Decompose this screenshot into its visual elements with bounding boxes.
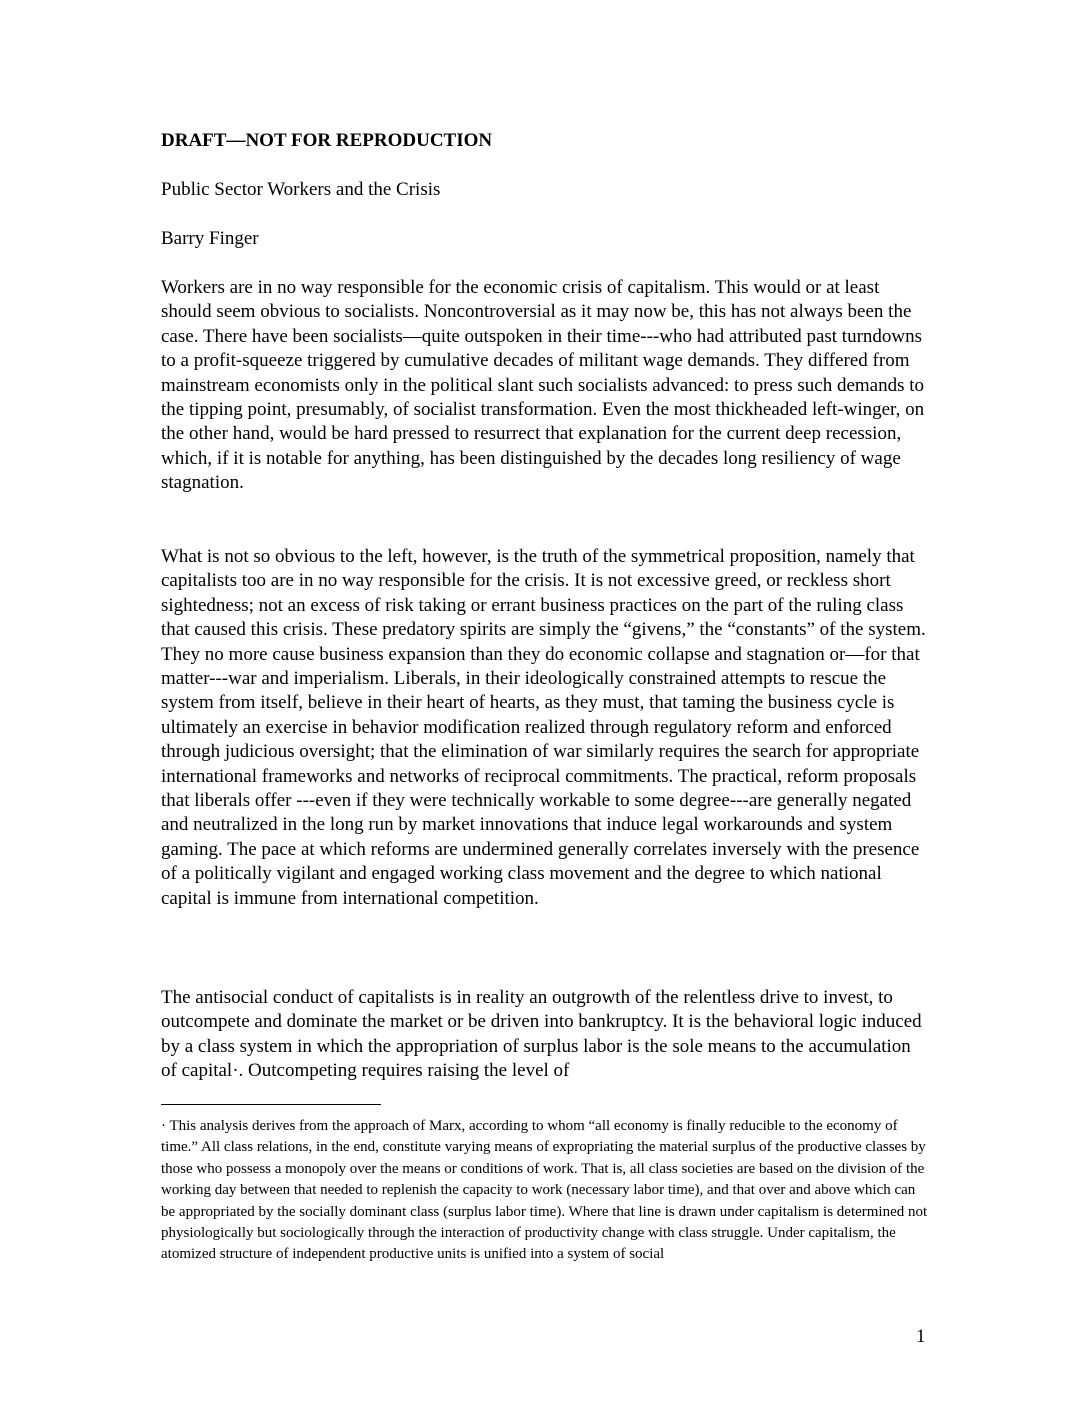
body-paragraph-1: Workers are in no way responsible for the economic crisis of capitalism. This would or at least should seem obvious to socialists. Noncontroversial as it may now be, this has not always been the case. There have been socialists—quite outspoken in their time---who had attributed past turndowns to a profit-squeeze triggered by cumulative decades of militant wage demands. They differed from mainstream economists only in the political slant such socialists advanced: to press such demands to the tipping point, presumably, of socialist transformation. Even the most thickheaded left-winger, on the other hand, would be hard pressed to resurrect that explanation for the current deep recession, which, if it is notable for anything, has been distinguished by the decades long resiliency of wage stagnation.	[161, 277, 925, 494]
document-title: Public Sector Workers and the Crisis	[161, 179, 441, 200]
footnote-divider	[161, 1104, 381, 1105]
draft-heading: DRAFT—NOT FOR REPRODUCTION	[161, 130, 493, 151]
page-number: 1	[916, 1326, 926, 1347]
footnote-text: · This analysis derives from the approach of Marx, according to whom “all economy is finally reducible to the economy of time.” All class relations, in the end, constitute varying means of expropriating the material surplus of the productive classes by those who possess a monopoly over the means or conditions of work. That is, all class societies are based on the division of the working day between that needed to replenish the capacity to work (necessary labor time), and that over and above which can be appropriated by the socially dominant class (surplus labor time). Where that line is drawn under capitalism is determined not physiologically but sociologically through the interaction of productivity change with class struggle. Under capitalism, the atomized structure of independent productive units is unified into a system of social	[161, 1118, 928, 1263]
body-paragraph-2: What is not so obvious to the left, however, is the truth of the symmetrical proposition, namely that capitalists too are in no way responsible for the crisis. It is not excessive greed, or reckless short sightedness; not an excess of risk taking or errant business practices on the part of the ruling class that caused this crisis. These predatory spirits are simply the “givens,” the “constants” of the system. They no more cause business expansion than they do economic collapse and stagnation or—for that matter---war and imperialism. Liberals, in their ideologically constrained attempts to rescue the system from itself, believe in their heart of hearts, as they must, that taming the business cycle is ultimately an exercise in behavior modification realized through regulatory reform and enforced through judicious oversight; that the elimination of war similarly requires the search for appropriate international frameworks and networks of reciprocal commitments. The practical, reform proposals that liberals offer ---even if they were technically workable to some degree---are generally negated and neutralized in the long run by market innovations that induce legal workarounds and system gaming. The pace at which reforms are undermined generally correlates inversely with the presence of a politically vigilant and engaged working class movement and the degree to which national capital is immune from international competition.	[161, 546, 926, 909]
author-name: Barry Finger	[161, 228, 259, 249]
body-paragraph-3: The antisocial conduct of capitalists is in reality an outgrowth of the relentless drive to invest, to outcompete and dominate the market or be driven into bankruptcy. It is the behavioral logic induced by a class system in which the appropriation of surplus labor is the sole means to the accumulation of capital·. Outcompeting requires raising the level of	[161, 987, 922, 1082]
